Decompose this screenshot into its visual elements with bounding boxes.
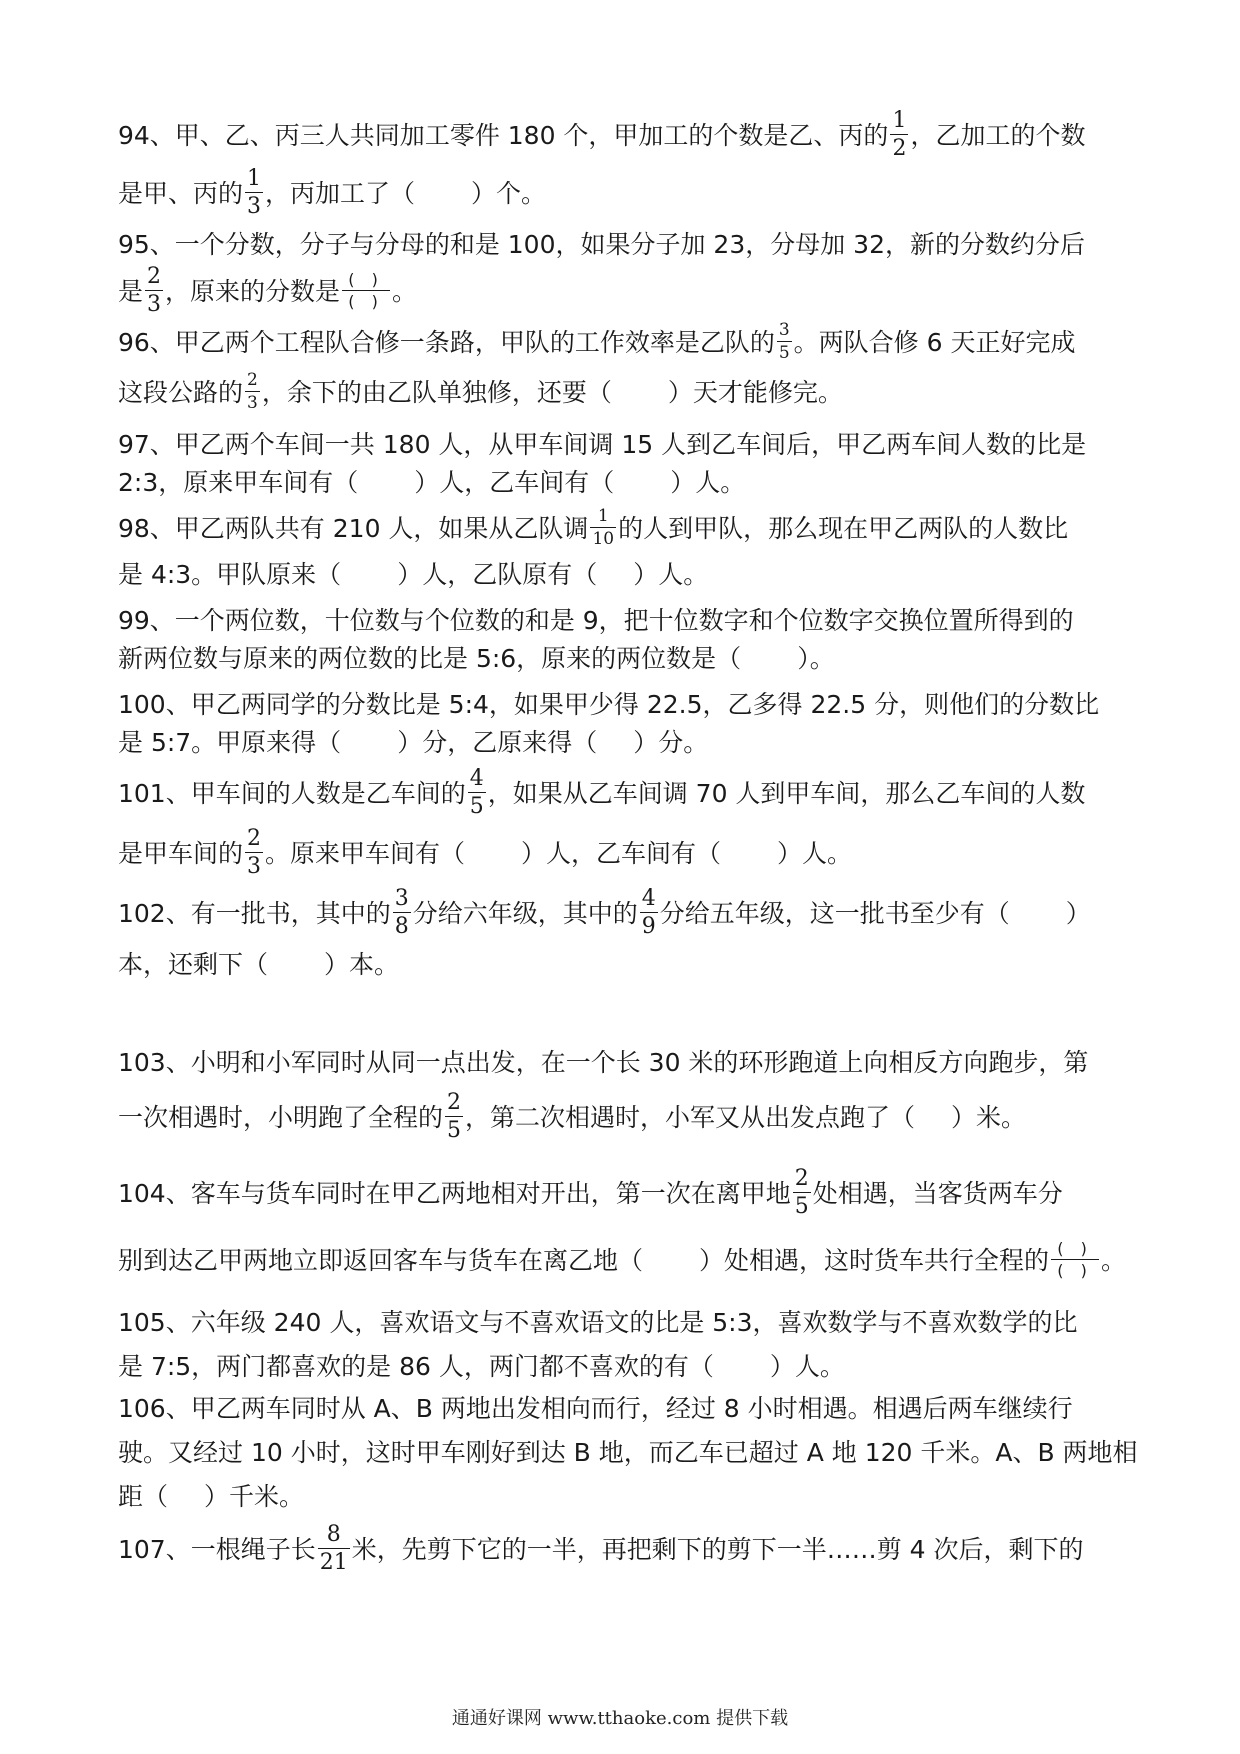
problem-94-line-1: 94、甲、乙、丙三人共同加工零件 180 个，甲加工的个数是乙、丙的 $\frac{1}{2}$ ，乙加工的个数 xyxy=(118,108,1086,161)
fraction: $\frac{3}{8}$ xyxy=(394,886,409,939)
problem-97-line-2: 2:3，原来甲车间有（ ）人，乙车间有（ ）人。 xyxy=(118,468,746,497)
problem-100-line-2: 是 5:7。甲原来得（ ）分，乙原来得（ ）分。 xyxy=(118,728,709,757)
problem-96-line-2: 这段公路的 $\frac{2}{3}$ ，余下的由乙队单独修，还要（ ）天才能修完。 xyxy=(118,370,843,413)
problem-103-line-1: 103、小明和小军同时从同一点出发，在一个长 30 米的环形跑道上向相反方向跑步，第 xyxy=(118,1048,1089,1077)
fraction: $\frac{2}{3}$ xyxy=(247,826,262,879)
problem-106-line-1: 106、甲乙两车同时从 A、B 两地出发相向而行，经过 8 小时相遇。相遇后两车继续行 xyxy=(118,1394,1073,1423)
problem-107-line-1: 107、一根绳子长 $\frac{8}{21}$ 米，先剪下它的一半，再把剩下的剪下一半……剪 4 次后，剩下的 xyxy=(118,1522,1084,1575)
fraction: $\frac{8}{21}$ xyxy=(319,1522,348,1575)
problem-105-line-2: 是 7:5，两门都喜欢的是 86 人，两门都不喜欢的有（ ）人。 xyxy=(118,1352,845,1381)
problem-94-line-2: 是甲、丙的 $\frac{1}{3}$ ，丙加工了（ ）个。 xyxy=(118,166,547,219)
page-footer: 通通好课网 www.tthaoke.com 提供下载 xyxy=(451,1708,789,1729)
fraction: $\frac{4}{9}$ xyxy=(641,886,656,939)
problem-97-line-1: 97、甲乙两个车间一共 180 人，从甲车间调 15 人到乙车间后，甲乙两车间人数的比是 xyxy=(118,430,1087,459)
answer-fraction-blank[interactable]: $\frac{( )}{( )}$ xyxy=(1051,1241,1099,1279)
problem-101-line-2: 是甲车间的 $\frac{2}{3}$ 。原来甲车间有（ ）人，乙车间有（ ）人。 xyxy=(118,826,853,879)
fraction: $\frac{2}{3}$ xyxy=(247,370,258,413)
problem-99-line-1: 99、一个两位数，十位数与个位数的和是 9，把十位数字和个位数字交换位置所得到的 xyxy=(118,606,1074,635)
problem-102-line-2: 本，还剩下（ ）本。 xyxy=(118,950,400,979)
fraction: $\frac{2}{5}$ xyxy=(447,1090,462,1143)
problem-100-line-1: 100、甲乙两同学的分数比是 5:4，如果甲少得 22.5，乙多得 22.5 分，则他们的分数比 xyxy=(118,690,1100,719)
problem-106-line-3: 距（ ）千米。 xyxy=(118,1482,305,1511)
problem-104-line-1: 104、客车与货车同时在甲乙两地相对开出，第一次在离甲地 $\frac{2}{5}$ 处相遇，当客货两车分 xyxy=(118,1166,1063,1219)
problem-96-line-1: 96、甲乙两个工程队合修一条路，甲队的工作效率是乙队的 $\frac{3}{5}$ 。两队合修 6 天正好完成 xyxy=(118,320,1076,363)
problem-105-line-1: 105、六年级 240 人，喜欢语文与不喜欢语文的比是 5:3，喜欢数学与不喜欢数学的比 xyxy=(118,1308,1078,1337)
fraction: $\frac{1}{10}$ xyxy=(592,506,615,549)
fraction: $\frac{1}{3}$ xyxy=(247,166,262,219)
problem-95-line-1: 95、一个分数，分子与分母的和是 100，如果分子加 23，分母加 32，新的分数约分后 xyxy=(118,230,1085,259)
fraction: $\frac{1}{2}$ xyxy=(892,108,907,161)
problem-103-line-2: 一次相遇时，小明跑了全程的 $\frac{2}{5}$ ，第二次相遇时，小军又从出发点跑了（ ）米。 xyxy=(118,1090,1027,1143)
fraction: $\frac{2}{5}$ xyxy=(794,1166,809,1219)
problem-101-line-1: 101、甲车间的人数是乙车间的 $\frac{4}{5}$ ，如果从乙车间调 70 人到甲车间，那么乙车间的人数 xyxy=(118,766,1086,819)
answer-fraction-blank[interactable]: $\frac{( )}{( )}$ xyxy=(342,272,390,310)
problem-106-line-2: 驶。又经过 10 小时，这时甲车刚好到达 B 地，而乙车已超过 A 地 120 千米。A、B 两地相 xyxy=(118,1438,1138,1467)
problem-99-line-2: 新两位数与原来的两位数的比是 5:6，原来的两位数是（ ）。 xyxy=(118,644,835,673)
problem-102-line-1: 102、有一批书，其中的 $\frac{3}{8}$ 分给六年级，其中的 $\frac{4}{9}$ 分给五年级，这一批书至少有（ ） xyxy=(118,886,1091,939)
problem-104-line-2: 别到达乙甲两地立即返回客车与货车在离乙地（ ）处相遇，这时货车共行全程的 $\frac{( )}{( )}$ 。 xyxy=(118,1239,1127,1280)
fraction: $\frac{3}{5}$ xyxy=(778,320,790,363)
fraction: $\frac{4}{5}$ xyxy=(469,766,484,819)
problem-98-line-1: 98、甲乙两队共有 210 人，如果从乙队调 $\frac{1}{10}$ 的人到甲队，那么现在甲乙两队的人数比 xyxy=(118,506,1069,549)
problem-95-line-2: 是 $\frac{2}{3}$ ，原来的分数是 $\frac{( )}{( )}$ 。 xyxy=(118,264,418,317)
fraction: $\frac{2}{3}$ xyxy=(147,264,162,317)
problem-98-line-2: 是 4:3。甲队原来（ ）人，乙队原有（ ）人。 xyxy=(118,560,709,589)
